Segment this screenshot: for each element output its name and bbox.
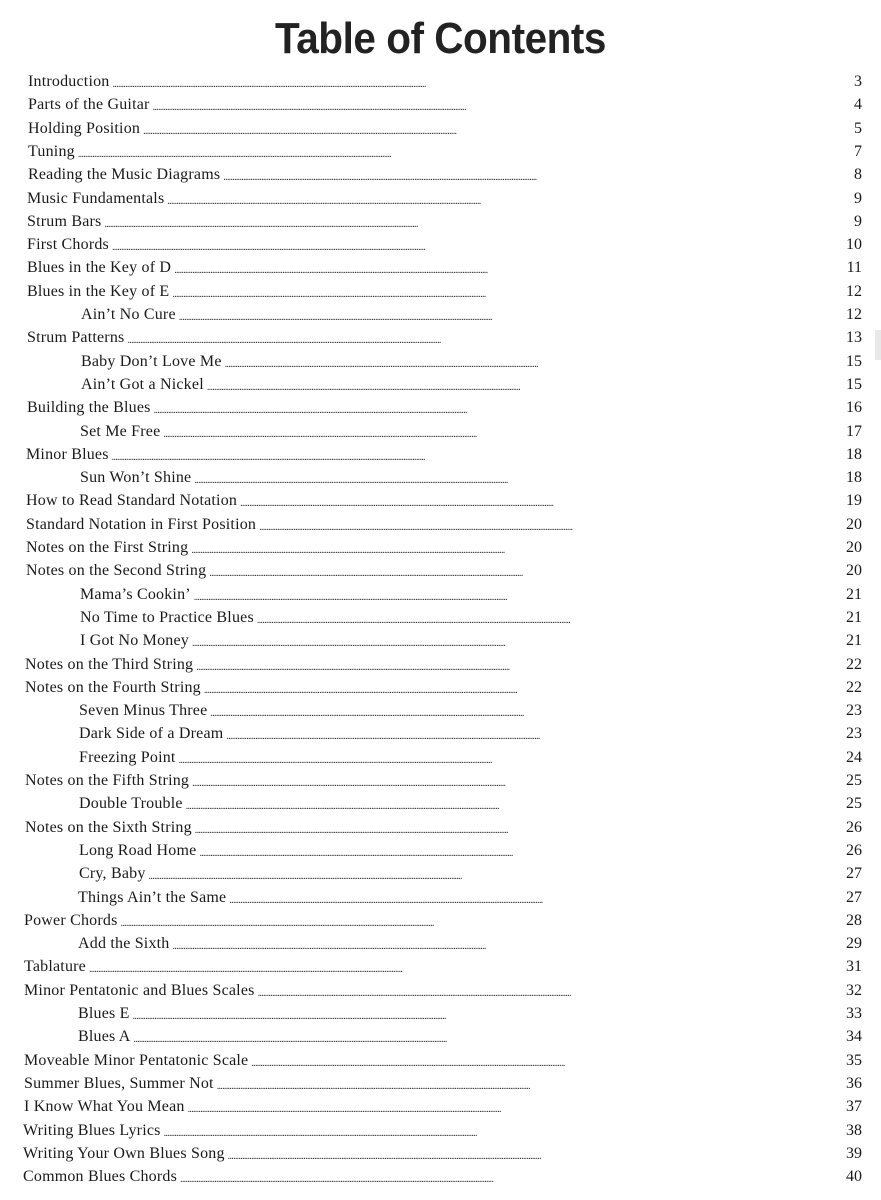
toc-entry xyxy=(27,258,862,278)
toc-page-number: 12 xyxy=(846,306,862,323)
dot-leader xyxy=(149,864,840,884)
dot-leader xyxy=(134,1027,840,1047)
toc-entry-title: Strum Bars xyxy=(27,213,102,230)
toc-entry-title: Freezing Point xyxy=(79,749,176,766)
toc-subentry xyxy=(81,352,862,372)
dot-leader xyxy=(153,95,840,115)
toc-page-number: 20 xyxy=(846,516,862,533)
toc-entry-title: Double Trouble xyxy=(79,795,183,812)
toc-subentry xyxy=(80,608,862,628)
dot-leader xyxy=(179,748,840,768)
toc-entry-title: Standard Notation in First Position xyxy=(26,516,257,533)
toc-entry xyxy=(23,1167,862,1187)
toc-entry-title: Blues E xyxy=(78,1005,130,1022)
toc-subentry xyxy=(79,864,862,884)
toc-entry xyxy=(25,655,862,675)
dot-leader xyxy=(192,631,840,651)
toc-entry xyxy=(24,957,862,977)
dot-leader xyxy=(194,585,840,605)
dot-leader xyxy=(226,724,840,744)
dot-leader xyxy=(199,841,840,861)
toc-page-number: 9 xyxy=(854,213,862,230)
toc-page-number: 21 xyxy=(846,632,862,649)
toc-entry-title: Music Fundamentals xyxy=(27,190,165,207)
toc-page-number: 38 xyxy=(846,1122,862,1139)
dot-leader xyxy=(174,258,840,278)
toc-entry xyxy=(23,1121,862,1141)
toc-entry-title: Set Me Free xyxy=(80,423,161,440)
toc-entry xyxy=(24,911,862,931)
toc-entry-title: No Time to Practice Blues xyxy=(80,609,254,626)
dot-leader xyxy=(210,701,840,721)
toc-subentry xyxy=(80,468,862,488)
dot-leader xyxy=(251,1051,840,1071)
toc-entry xyxy=(27,189,862,209)
dot-leader xyxy=(204,678,840,698)
toc-entry-title: Sun Won’t Shine xyxy=(80,469,192,486)
dot-leader xyxy=(228,1144,840,1164)
dot-leader xyxy=(179,305,840,325)
toc-entry xyxy=(27,398,862,418)
dot-leader xyxy=(154,398,840,418)
toc-page-number: 26 xyxy=(846,842,862,859)
toc-entry-title: Introduction xyxy=(28,73,110,90)
toc-entry xyxy=(26,561,862,581)
dot-leader xyxy=(164,1121,840,1141)
toc-page-number: 40 xyxy=(846,1168,862,1185)
toc-page-number: 11 xyxy=(846,259,862,276)
toc-entry xyxy=(23,1144,862,1164)
toc-subentry xyxy=(78,1027,862,1047)
toc-entry xyxy=(24,1097,862,1117)
toc-page-number: 21 xyxy=(846,586,862,603)
dot-leader xyxy=(112,235,840,255)
toc-entry xyxy=(25,818,862,838)
toc-entry xyxy=(26,515,862,535)
toc-entry-title: Reading the Music Diagrams xyxy=(28,166,221,183)
toc-entry-title: Notes on the Third String xyxy=(25,656,194,673)
dot-leader xyxy=(223,165,840,185)
dot-leader xyxy=(78,142,840,162)
toc-entry-title: Blues in the Key of E xyxy=(27,283,170,300)
page-title: Table of Contents xyxy=(274,14,606,63)
toc-entry-title: Dark Side of a Dream xyxy=(79,725,224,742)
dot-leader xyxy=(225,352,840,372)
dot-leader xyxy=(186,794,840,814)
toc-entry-title: Add the Sixth xyxy=(78,935,170,952)
toc-page-number: 25 xyxy=(846,772,862,789)
toc-subentry xyxy=(79,794,862,814)
toc-entry-title: Baby Don’t Love Me xyxy=(81,353,222,370)
toc-entry-title: Long Road Home xyxy=(79,842,197,859)
dot-leader xyxy=(172,282,840,302)
dot-leader xyxy=(89,957,840,977)
dot-leader xyxy=(259,515,840,535)
toc-page-number: 26 xyxy=(846,819,862,836)
toc-page-number: 37 xyxy=(846,1098,862,1115)
dot-leader xyxy=(113,72,841,92)
toc-entry xyxy=(25,771,862,791)
toc-subentry xyxy=(78,888,862,908)
toc-page-number: 19 xyxy=(846,492,862,509)
toc-entry-title: Blues in the Key of D xyxy=(27,259,172,276)
dot-leader xyxy=(240,491,840,511)
dot-leader xyxy=(209,561,840,581)
dot-leader xyxy=(195,818,840,838)
toc-entry-title: Notes on the Sixth String xyxy=(25,819,192,836)
toc-subentry xyxy=(78,934,862,954)
toc-entry-title: Tablature xyxy=(24,958,86,975)
toc-entry xyxy=(28,165,862,185)
dot-leader xyxy=(133,1004,840,1024)
dot-leader xyxy=(121,911,840,931)
toc-entry xyxy=(26,445,862,465)
toc-entry-title: Ain’t Got a Nickel xyxy=(81,376,204,393)
toc-entry xyxy=(27,282,862,302)
toc-page-number: 12 xyxy=(846,283,862,300)
toc-entry-title: Notes on the Fourth String xyxy=(25,679,201,696)
toc-entry-title: Writing Blues Lyrics xyxy=(23,1122,161,1139)
toc-page-number: 5 xyxy=(854,120,862,137)
toc-entry-title: How to Read Standard Notation xyxy=(26,492,238,509)
toc-entry-title: Tuning xyxy=(28,143,75,160)
toc-subentry xyxy=(79,748,862,768)
toc-entry-title: Summer Blues, Summer Not xyxy=(24,1075,214,1092)
dot-leader xyxy=(258,981,840,1001)
toc-entry-title: Seven Minus Three xyxy=(79,702,208,719)
toc-entry-title: Notes on the First String xyxy=(26,539,189,556)
toc-entry-title: Blues A xyxy=(78,1028,131,1045)
toc-page-number: 28 xyxy=(846,912,862,929)
toc-page-number: 3 xyxy=(854,73,862,90)
dot-leader xyxy=(143,119,840,139)
toc-subentry xyxy=(81,305,862,325)
toc-page-number: 27 xyxy=(846,865,862,882)
toc-entry-title: Minor Pentatonic and Blues Scales xyxy=(24,982,255,999)
toc-page-number: 36 xyxy=(846,1075,862,1092)
dot-leader xyxy=(112,445,840,465)
toc-entry-title: Writing Your Own Blues Song xyxy=(23,1145,225,1162)
dot-leader xyxy=(207,375,840,395)
toc-page-number: 33 xyxy=(846,1005,862,1022)
toc-entry xyxy=(24,1074,862,1094)
toc-page-number: 20 xyxy=(846,562,862,579)
toc-entry xyxy=(24,981,862,1001)
toc-entry xyxy=(27,212,862,232)
toc-entry-title: Cry, Baby xyxy=(79,865,146,882)
dot-leader xyxy=(173,934,841,954)
dot-leader xyxy=(167,189,840,209)
toc-entry-title: Moveable Minor Pentatonic Scale xyxy=(24,1052,249,1069)
dot-leader xyxy=(104,212,840,232)
toc-entry-title: Power Chords xyxy=(24,912,118,929)
toc-page-number: 23 xyxy=(846,702,862,719)
toc-entry xyxy=(26,538,862,558)
toc-subentry xyxy=(80,422,862,442)
toc-page-number: 21 xyxy=(846,609,862,626)
toc-page-number: 13 xyxy=(846,329,862,346)
toc-subentry xyxy=(80,631,862,651)
dot-leader xyxy=(257,608,840,628)
toc-entry-title: Parts of the Guitar xyxy=(28,96,150,113)
toc-page-number: 27 xyxy=(846,889,862,906)
toc-entry-title: Things Ain’t the Same xyxy=(78,889,227,906)
toc-entry xyxy=(28,95,862,115)
dot-leader xyxy=(191,538,840,558)
toc-entry-title: I Got No Money xyxy=(80,632,190,649)
toc-page-number: 24 xyxy=(846,749,862,766)
toc-entry-title: Notes on the Second String xyxy=(26,562,207,579)
toc-subentry xyxy=(79,841,862,861)
dot-leader xyxy=(127,328,840,348)
toc-page-number: 25 xyxy=(846,795,862,812)
toc-page-number: 39 xyxy=(846,1145,862,1162)
toc-entry xyxy=(24,1051,862,1071)
toc-entry xyxy=(26,491,862,511)
toc-page-number: 15 xyxy=(846,376,862,393)
dot-leader xyxy=(188,1097,840,1117)
dot-leader xyxy=(180,1167,840,1187)
dot-leader xyxy=(196,655,840,675)
dot-leader xyxy=(163,422,840,442)
toc-entry-title: Common Blues Chords xyxy=(23,1168,178,1185)
toc-entry-title: Strum Patterns xyxy=(27,329,125,346)
toc-entry xyxy=(28,72,862,92)
toc-page-number: 32 xyxy=(846,982,862,999)
toc-entry-title: Minor Blues xyxy=(26,446,109,463)
dot-leader xyxy=(217,1074,840,1094)
toc-page-number: 31 xyxy=(846,958,862,975)
toc-page-number: 20 xyxy=(846,539,862,556)
toc-entry xyxy=(25,678,862,698)
toc-page-number: 16 xyxy=(846,399,862,416)
toc-subentry xyxy=(81,375,862,395)
toc-subentry xyxy=(79,701,862,721)
toc-entry-title: Notes on the Fifth String xyxy=(25,772,190,789)
toc-entry xyxy=(27,235,862,255)
toc-entry-title: Ain’t No Cure xyxy=(81,306,176,323)
toc-entry xyxy=(28,142,862,162)
toc-page-number: 9 xyxy=(854,190,862,207)
toc-page-number: 29 xyxy=(846,935,862,952)
scan-edge-mark xyxy=(875,330,881,360)
toc-page-number: 8 xyxy=(854,166,862,183)
toc-page-number: 18 xyxy=(846,446,862,463)
toc-page-number: 7 xyxy=(854,143,862,160)
toc-entry-title: Building the Blues xyxy=(27,399,151,416)
toc-page-number: 15 xyxy=(846,353,862,370)
toc-entry-title: I Know What You Mean xyxy=(24,1098,185,1115)
toc-entry-title: Mama’s Cookin’ xyxy=(80,586,191,603)
toc-entry xyxy=(27,328,862,348)
toc-page-number: 22 xyxy=(846,656,862,673)
toc-page-number: 4 xyxy=(854,96,862,113)
dot-leader xyxy=(194,468,840,488)
toc-entry xyxy=(28,119,862,139)
toc-page-number: 18 xyxy=(846,469,862,486)
toc-page-number: 35 xyxy=(846,1052,862,1069)
toc-page-number: 34 xyxy=(846,1028,862,1045)
toc-page-number: 22 xyxy=(846,679,862,696)
toc-page-number: 23 xyxy=(846,725,862,742)
toc-subentry xyxy=(79,724,862,744)
toc-page-number: 17 xyxy=(846,423,862,440)
dot-leader xyxy=(229,888,840,908)
toc-entry-title: First Chords xyxy=(27,236,109,253)
toc-subentry xyxy=(78,1004,862,1024)
dot-leader xyxy=(192,771,840,791)
toc-page-number: 10 xyxy=(846,236,862,253)
toc-entry-title: Holding Position xyxy=(28,120,141,137)
toc-subentry xyxy=(80,585,862,605)
